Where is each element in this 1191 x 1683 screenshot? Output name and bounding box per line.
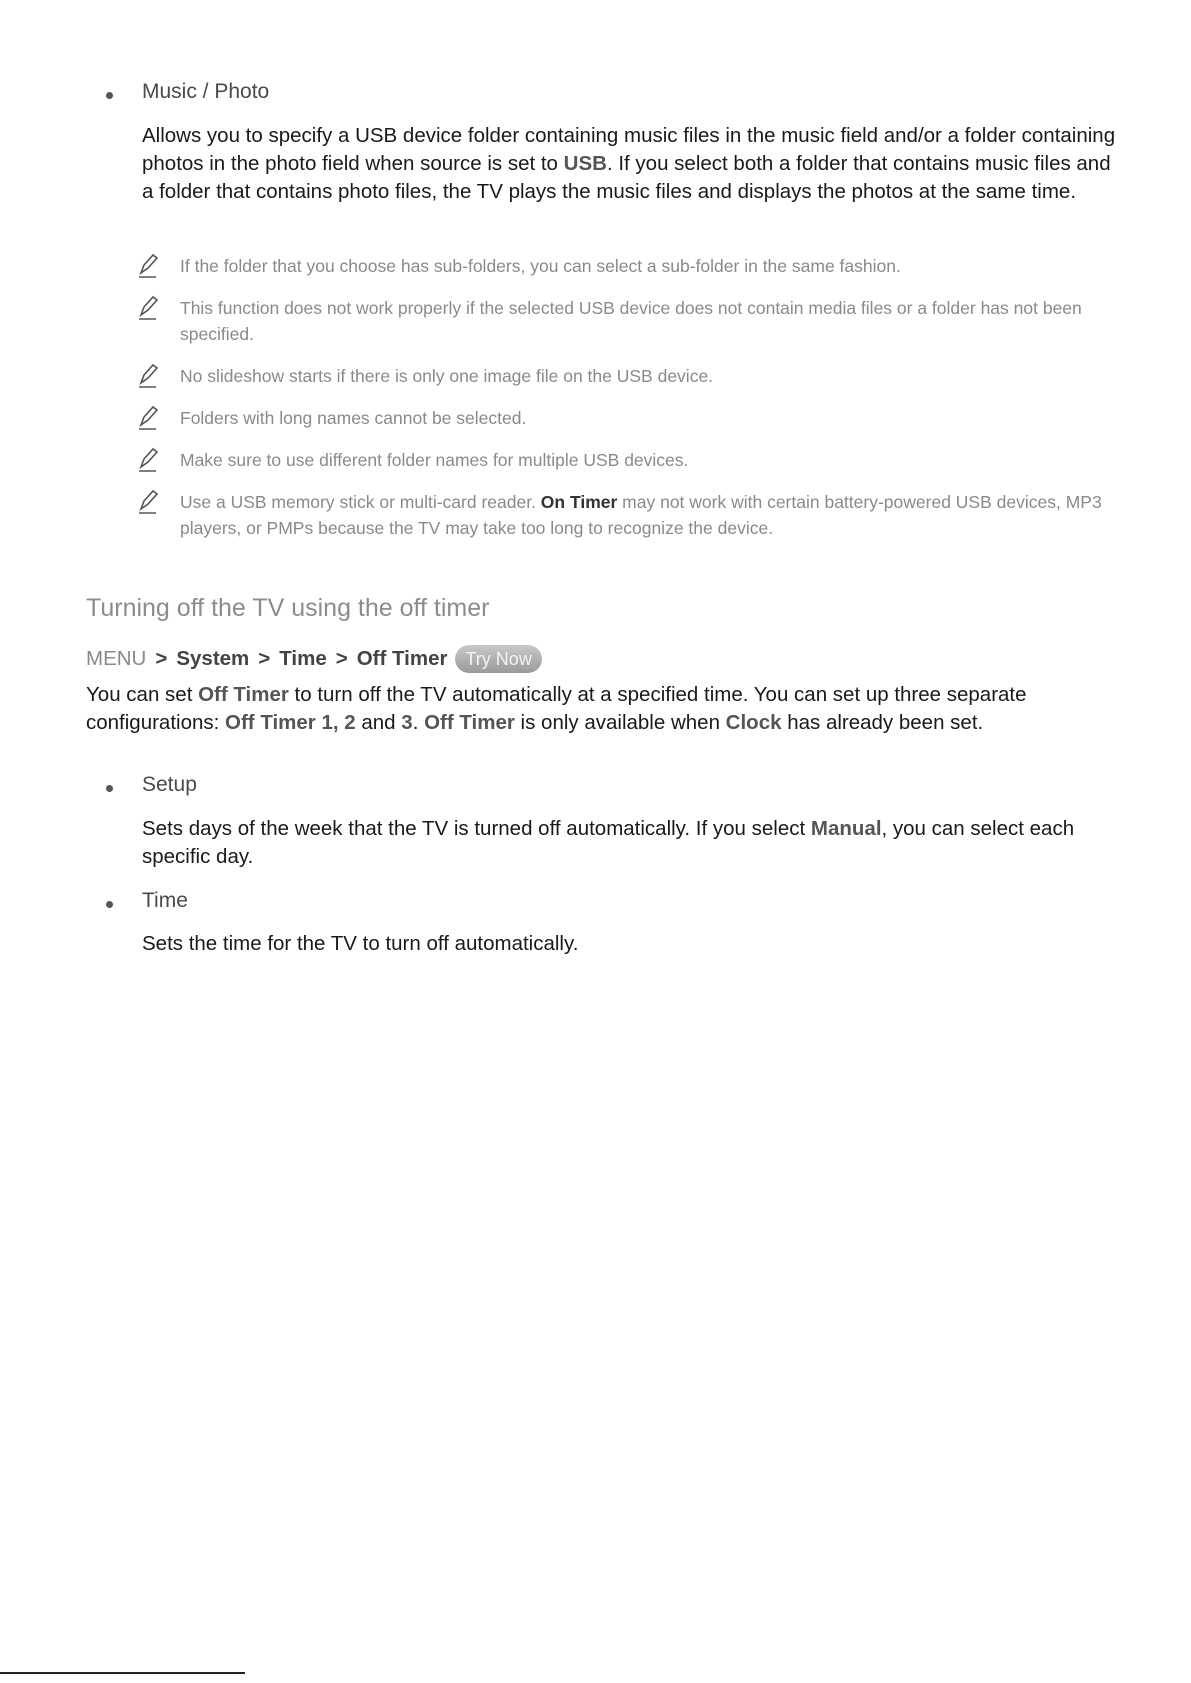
pencil-icon: [136, 363, 160, 389]
bullet-dot: [106, 901, 113, 908]
time-heading: Time: [142, 889, 188, 912]
pencil-icon: [136, 447, 160, 473]
breadcrumb: [86, 644, 542, 674]
document-page: Music / Photo Allows you to specify a USB device folder containing music files in the music field and/or a folder containing photos in the photo field when source is set to USB. If you select both a folder that contains music files and a folder that contains photo files, the TV plays the music files and displays the photos at the same time. If the folder that you choose has sub-folders, you can select a sub-folder in the same fashion. This function does not work properly if the selected USB device does not contain media files or a folder has not been specified. No slideshow starts if there is only one image file on the USB device. Folders with long names cannot be selected. Make sure to use different folder names for multiple USB devices. Use a USB memory stick or multi-card reader. On Timer may not work with certain battery-powered USB devices, MP3 players, or PMPs because the TV may take too long to recognize the device. Turning off the TV using the off timer MENU > System > Time > Off Timer Try Now You can set Off Timer to turn off the TV automatically at a specified time. You can set up three separate configurations: Off Timer 1, 2 and 3. Off Timer is only available when Clock has already been set. Setup Sets days of the week that the TV is turned off automatically. If you select Manual, you can select each specific day. Time Sets the time for the TV to turn off automatically.: [0, 0, 1191, 1683]
pencil-icon: [136, 405, 160, 431]
try-now-button[interactable]: Try Now: [455, 645, 541, 673]
bullet-dot: [106, 785, 113, 792]
breadcrumb-item-off-timer: Off Timer: [356, 647, 448, 670]
pencil-icon: [136, 253, 160, 279]
setup-heading: Setup: [142, 773, 197, 796]
breadcrumb-item-system: System: [176, 647, 250, 670]
section-title: Turning off the TV using the off timer: [86, 594, 490, 622]
off-timer-intro: You can set Off Timer to turn off the TV automatically at a specified time. You can set up three separate configurations: Off Timer 1, 2 and 3. Off Timer is only available when Clock has already been set.: [86, 683, 1027, 734]
on-timer-term: On Timer: [540, 492, 618, 512]
breadcrumb-separator: >: [155, 647, 168, 670]
breadcrumb-separator: >: [335, 647, 348, 670]
time-description: Sets the time for the TV to turn off automatically.: [142, 932, 579, 955]
footer-rule: [0, 1672, 245, 1674]
music-photo-heading: Music / Photo: [142, 80, 270, 103]
usb-term: USB: [563, 152, 607, 175]
breadcrumb-menu: MENU: [86, 647, 147, 670]
manual-term: Manual: [810, 817, 882, 840]
setup-description: Sets days of the week that the TV is turned off automatically. If you select Manual, you can select each specific day.: [142, 817, 1075, 868]
pencil-icon: [136, 295, 160, 321]
bullet-dot: [106, 92, 113, 99]
music-photo-description: Allows you to specify a USB device folder containing music files in the music field and/or a folder containing photos in the photo field when source is set to USB. If you select both a folder that contains music files and a folder that contains photo files, the TV plays the music files and displays the photos at the same time.: [142, 124, 1116, 203]
breadcrumb-separator: >: [258, 647, 271, 670]
breadcrumb-item-time: Time: [279, 647, 327, 670]
pencil-icon: [136, 489, 160, 515]
